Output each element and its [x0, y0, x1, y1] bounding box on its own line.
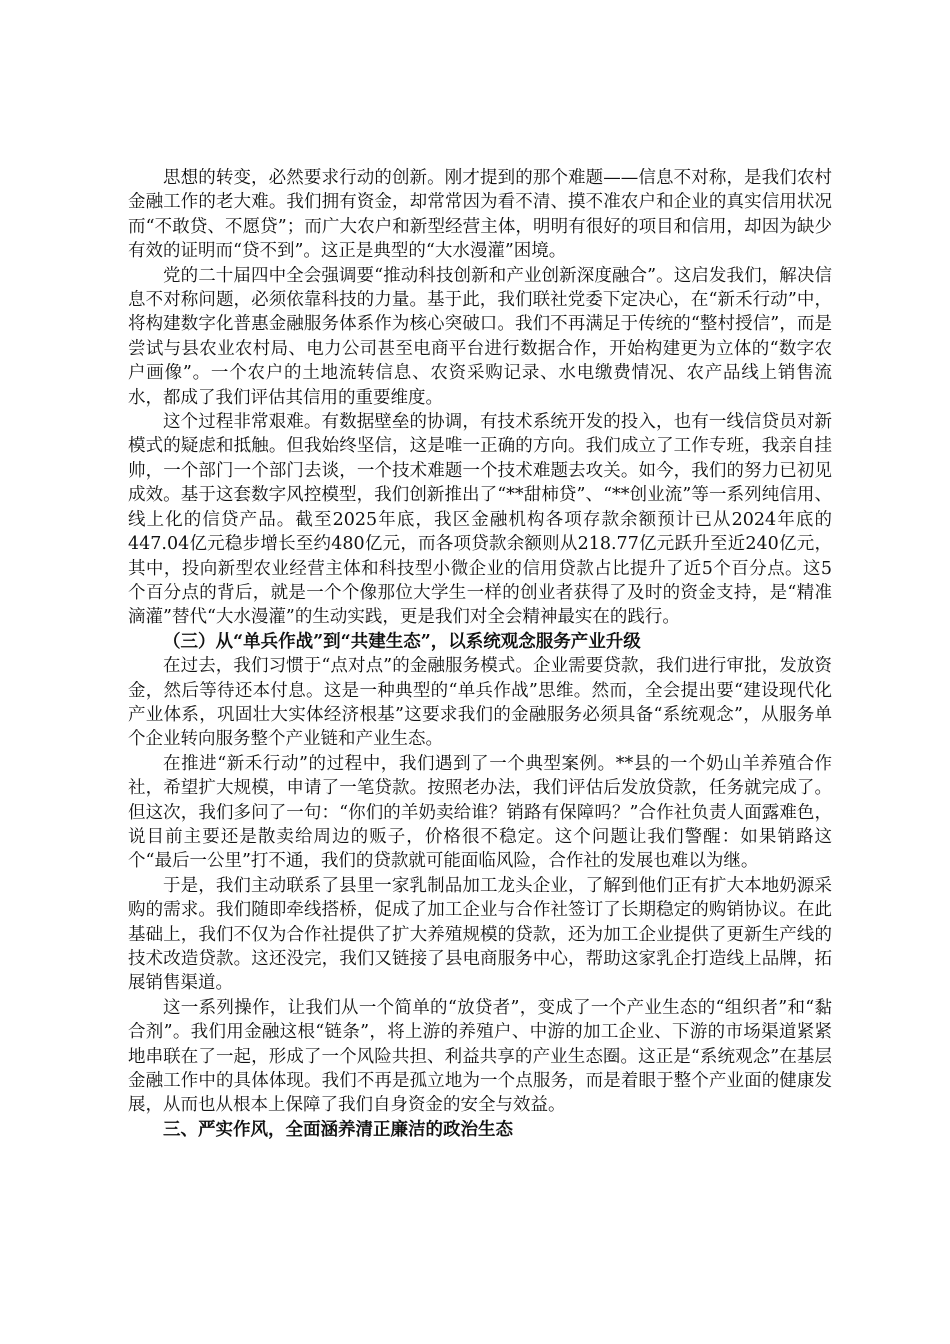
paragraph: 思想的转变，必然要求行动的创新。刚才提到的那个难题——信息不对称，是我们农村金融工作的老大难。我们拥有资金，却常常因为看不清、摸不准农户和企业的真实信用状况而“不敢贷、不愿贷”；而广大农户和新型经营主体，明明有很好的项目和信用，却因为缺少有效的证明而“贷不到”。这正是典型的“大水漫灌”困境。 — [128, 168, 832, 262]
paragraph: 这个过程非常艰难。有数据壁垒的协调，有技术系统开发的投入，也有一线信贷员对新模式的疑虑和抵触。但我始终坚信，这是唯一正确的方向。我们成立了工作专班，我亲自挂帅，一个部门一个部门去谈，一个技术难题一个技术难题去攻关。如今，我们的努力已初见成效。基于这套数字风控模型，我们创新推出了“**甜柿贷”、“**创业流”等一系列纯信用、线上化的信贷产品。截至2025年底，我区金融机构各项存款余额预计已从2024年底的447.04亿元稳步增长至约480亿元，而各项贷款余额则从218.77亿元跃升至近240亿元，其中，投向新型农业经营主体和科技型小微企业的信用贷款占比提升了近5个百分点。这5个百分点的背后，就是一个个像那位大学生一样的创业者获得了及时的资金支持，是“精准滴灌”替代“大水漫灌”的生动实践，更是我们对全会精神最实在的践行。 — [128, 412, 832, 628]
section-heading: （三）从“单兵作战”到“共建生态”，以系统观念服务产业升级 — [163, 631, 641, 652]
paragraph: 这一系列操作，让我们从一个简单的“放贷者”，变成了一个产业生态的“组织者”和“黏合剂”。我们用金融这根“链条”，将上游的养殖户、中游的加工企业、下游的市场渠道紧紧地串联在了一起，形成了一个风险共担、利益共享的产业生态圈。这正是“系统观念”在基层金融工作中的具体体现。我们不再是孤立地为一个点服务，而是着眼于整个产业面的健康发展，从而也从根本上保障了我们自身资金的安全与效益。 — [128, 997, 832, 1116]
paragraph: 党的二十届四中全会强调要“推动科技创新和产业创新深度融合”。这启发我们，解决信息不对称问题，必须依靠科技的力量。基于此，我们联社党委下定决心，在“新禾行动”中，将构建数字化普惠金融服务体系作为核心突破口。我们不再满足于传统的“整村授信”，而是尝试与县农业农村局、电力公司甚至电商平台进行数据合作，开始构建更为立体的“数字农户画像”。一个农户的土地流转信息、农资采购记录、水电缴费情况、农产品线上销售流水，都成了我们评估其信用的重要维度。 — [128, 265, 832, 408]
paragraph: 在推进“新禾行动”的过程中，我们遇到了一个典型案例。**县的一个奶山羊养殖合作社，希望扩大规模，申请了一笔贷款。按照老办法，我们评估后发放贷款，任务就完成了。但这次，我们多问了一句：“你们的羊奶卖给谁？销路有保障吗？”合作社负责人面露难色，说目前主要还是散卖给周边的贩子，价格很不稳定。这个问题让我们警醒：如果销路这个“最后一公里”打不通，我们的贷款就可能面临风险，合作社的发展也难以为继。 — [128, 753, 832, 872]
paragraph: 在过去，我们习惯于“点对点”的金融服务模式。企业需要贷款，我们进行审批，发放资金，然后等待还本付息。这是一种典型的“单兵作战”思维。然而，全会提出要“建设现代化产业体系，巩固壮大实体经济根基”这要求我们的金融服务必须具备“系统观念”，从服务单个企业转向服务整个产业链和产业生态。 — [128, 656, 832, 750]
document-page — [128, 166, 832, 1142]
part-heading: 三、严实作风，全面涵养清正廉洁的政治生态 — [163, 1119, 513, 1140]
paragraph: 于是，我们主动联系了县里一家乳制品加工龙头企业，了解到他们正有扩大本地奶源采购的需求。我们随即牵线搭桥，促成了加工企业与合作社签订了长期稳定的购销协议。在此基础上，我们不仅为合作社提供了扩大养殖规模的贷款，还为加工企业提供了更新生产线的技术改造贷款。这还没完，我们又链接了县电商服务中心，帮助这家乳企打造线上品牌，拓展销售渠道。 — [128, 875, 832, 994]
